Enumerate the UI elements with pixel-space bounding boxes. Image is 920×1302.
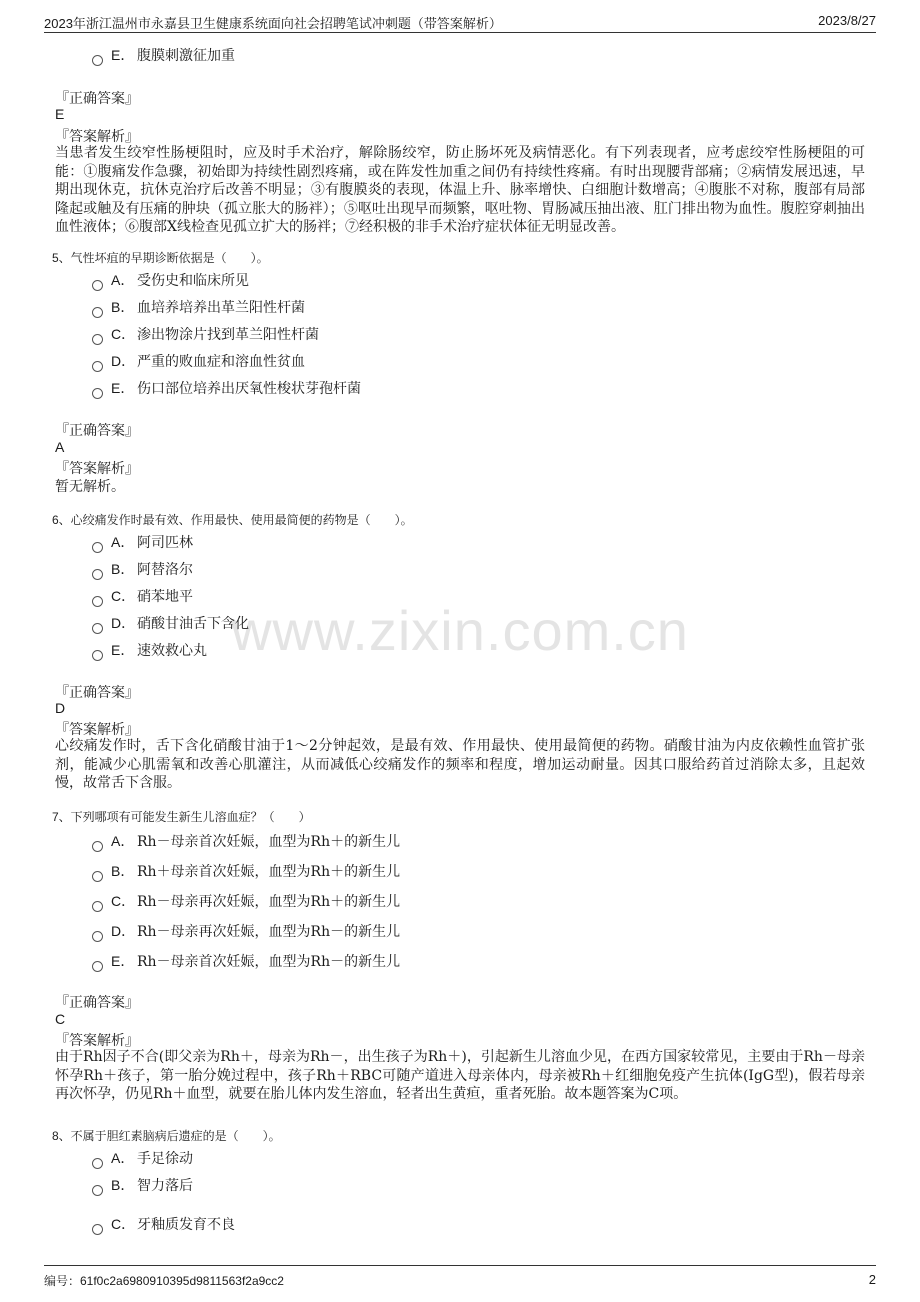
q6-option-b[interactable]: B． 阿替洛尔 xyxy=(92,558,193,580)
q4-option-e[interactable]: E． 腹膜刺激征加重 xyxy=(92,44,235,66)
document-code: 编号：61f0c2a6980910395d9811563f2a9cc2 xyxy=(44,1274,284,1288)
radio-icon[interactable] xyxy=(92,596,103,607)
q7-stem: 7、下列哪项有可能发生新生儿溶血症？（ ） xyxy=(52,810,311,824)
radio-icon[interactable] xyxy=(92,841,103,852)
radio-icon[interactable] xyxy=(92,1224,103,1235)
radio-icon[interactable] xyxy=(92,542,103,553)
q4-explanation: 当患者发生绞窄性肠梗阻时，应及时手术治疗，解除肠绞窄，防止肠坏死及病情恶化。有下列表现者，应考虑绞窄性肠梗阻的可能：①腹痛发作急骤，初始即为持续性剧烈疼痛，或在阵发性加重之间仍有持续性疼痛。有时出现腰背部痛；②病情发展迅速，早期出现休克，抗休克治疗后改善不明显；③有腹膜炎的表现，体温上升、脉率增快、白细胞计数增高；④腹胀不对称，腹部有局部隆起或触及有压痛的肿块（孤立胀大的肠袢）；⑤呕吐出现早而频繁，呕吐物、胃肠减压抽出液、肛门排出物为血性。腹腔穿刺抽出血性液体；⑥腹部X线检查见孤立扩大的肠袢；⑦经积极的非手术治疗症状体征无明显改善。 xyxy=(55,145,865,235)
q8-option-b[interactable]: B． 智力落后 xyxy=(92,1174,193,1196)
correct-answer-label: 『正确答案』 xyxy=(55,995,139,1011)
q6-option-e[interactable]: E． 速效救心丸 xyxy=(92,639,207,661)
q6-explanation: 心绞痛发作时，舌下含化硝酸甘油于1～2分钟起效，是最有效、作用最快、使用最简便的药物。硝酸甘油为内皮依赖性血管扩张剂，能减少心肌需氧和改善心肌灌注，从而减低心绞痛发作的频率和程度，增加运动耐量。因其口服给药首过消除太多，且起效慢，故常舌下含服。 xyxy=(55,738,865,791)
radio-icon[interactable] xyxy=(92,650,103,661)
q4-answer: E xyxy=(55,106,65,122)
correct-answer-label: 『正确答案』 xyxy=(55,423,139,439)
explanation-label: 『答案解析』 xyxy=(55,129,139,145)
document-date: 2023/8/27 xyxy=(818,13,876,28)
explanation-label: 『答案解析』 xyxy=(55,1033,139,1049)
q6-stem: 6、心绞痛发作时最有效、作用最快、使用最简便的药物是（ ）。 xyxy=(52,513,413,527)
q7-explanation: 由于Rh因子不合(即父亲为Rh＋，母亲为Rh－，出生孩子为Rh＋)，引起新生儿溶血少见，在西方国家较常见，主要由于Rh－母亲怀孕Rh＋孩子，第一胎分娩过程中，孩子Rh＋RBC可随产道进入母亲体内，母亲被Rh＋红细胞免疫产生抗体(IgG型)，假若母亲再次怀孕，仍见Rh＋血型，就要在胎儿体内发生溶血，轻者出生黄疸，重者死胎。故本题答案为C项。 xyxy=(55,1049,865,1102)
radio-icon[interactable] xyxy=(92,901,103,912)
q8-option-a[interactable]: A． 手足徐动 xyxy=(92,1147,193,1169)
q7-answer: C xyxy=(55,1011,66,1027)
q7-option-d[interactable]: D． Rh－母亲再次妊娠，血型为Rh－的新生儿 xyxy=(92,920,400,942)
q8-stem: 8、不属于胆红素脑病后遗症的是（ ）。 xyxy=(52,1129,281,1143)
q6-answer: D xyxy=(55,700,66,716)
q7-option-b[interactable]: B． Rh＋母亲首次妊娠，血型为Rh＋的新生儿 xyxy=(92,860,400,882)
explanation-label: 『答案解析』 xyxy=(55,722,139,738)
q6-option-c[interactable]: C． 硝苯地平 xyxy=(92,585,193,607)
radio-icon[interactable] xyxy=(92,871,103,882)
q5-option-a[interactable]: A． 受伤史和临床所见 xyxy=(92,269,249,291)
radio-icon[interactable] xyxy=(92,1158,103,1169)
correct-answer-label: 『正确答案』 xyxy=(55,91,139,107)
q7-option-c[interactable]: C． Rh－母亲再次妊娠，血型为Rh＋的新生儿 xyxy=(92,890,400,912)
radio-icon[interactable] xyxy=(92,961,103,972)
q7-option-e[interactable]: E． Rh－母亲首次妊娠，血型为Rh－的新生儿 xyxy=(92,950,400,972)
q6-option-a[interactable]: A． 阿司匹林 xyxy=(92,531,193,553)
radio-icon[interactable] xyxy=(92,280,103,291)
q5-option-b[interactable]: B． 血培养培养出革兰阳性杆菌 xyxy=(92,296,305,318)
page-number: 2 xyxy=(868,1272,876,1287)
explanation-label: 『答案解析』 xyxy=(55,461,139,477)
q5-explanation: 暂无解析。 xyxy=(55,479,125,495)
radio-icon[interactable] xyxy=(92,623,103,634)
q8-option-c[interactable]: C． 牙釉质发育不良 xyxy=(92,1213,235,1235)
q5-option-e[interactable]: E． 伤口部位培养出厌氧性梭状芽孢杆菌 xyxy=(92,377,361,399)
radio-icon[interactable] xyxy=(92,569,103,580)
radio-icon[interactable] xyxy=(92,361,103,372)
page-footer xyxy=(44,1265,876,1296)
radio-icon[interactable] xyxy=(92,307,103,318)
radio-icon[interactable] xyxy=(92,388,103,399)
radio-icon[interactable] xyxy=(92,334,103,345)
document-title: 2023年浙江温州市永嘉县卫生健康系统面向社会招聘笔试冲刺题（带答案解析） xyxy=(44,16,502,31)
watermark: www.zixin.com.cn xyxy=(231,599,689,662)
radio-icon[interactable] xyxy=(92,931,103,942)
page-header xyxy=(44,10,876,33)
q7-option-a[interactable]: A． Rh－母亲首次妊娠，血型为Rh＋的新生儿 xyxy=(92,830,400,852)
q5-stem: 5、气性坏疽的早期诊断依据是（ ）。 xyxy=(52,251,269,265)
q6-option-d[interactable]: D． 硝酸甘油舌下含化 xyxy=(92,612,249,634)
radio-icon[interactable] xyxy=(92,1185,103,1196)
correct-answer-label: 『正确答案』 xyxy=(55,685,139,701)
q5-answer: A xyxy=(55,439,65,455)
q5-option-d[interactable]: D． 严重的败血症和溶血性贫血 xyxy=(92,350,305,372)
radio-icon[interactable] xyxy=(92,55,103,66)
q5-option-c[interactable]: C． 渗出物涂片找到革兰阳性杆菌 xyxy=(92,323,319,345)
